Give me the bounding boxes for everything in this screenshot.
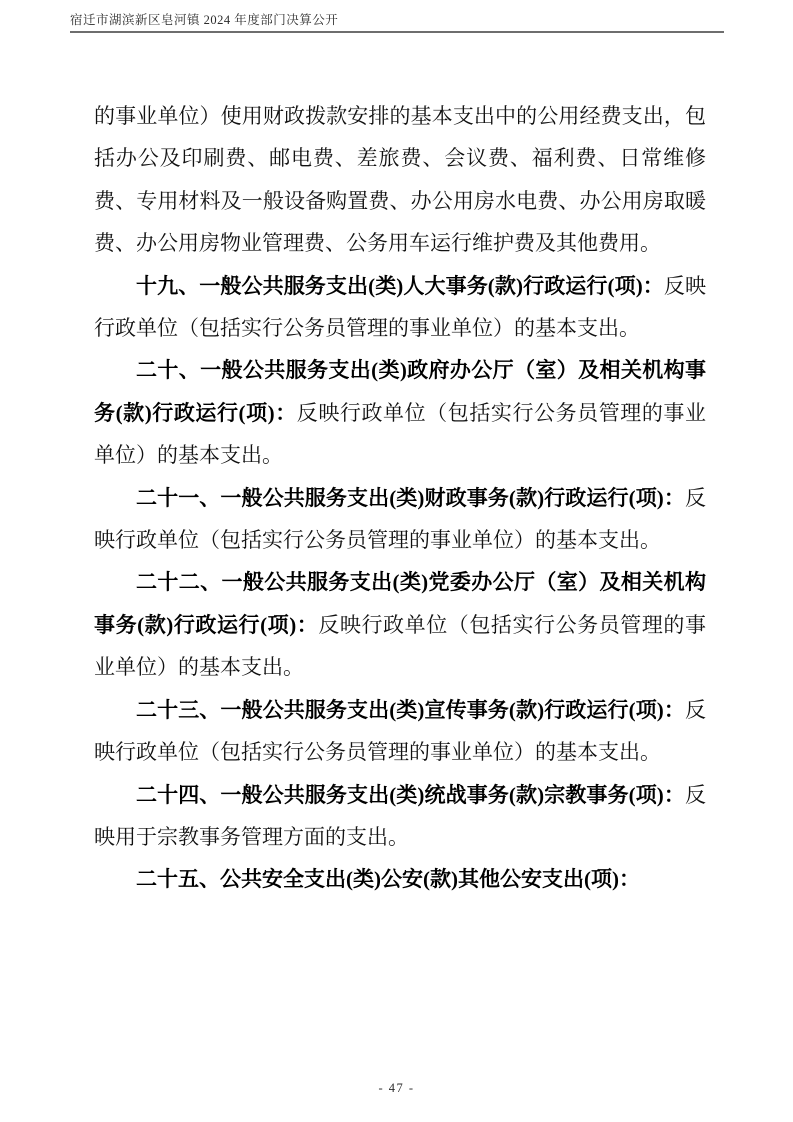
header-title: 宿迁市湖滨新区皂河镇 2024 年度部门决算公开: [70, 13, 339, 27]
paragraph-heading: 二十二、一般公共服务支出(类)党委办公厅（室）及相关机构事务(款)行政运行(项)：: [94, 570, 706, 637]
page-header: [70, 12, 724, 33]
paragraph-text: 反映行政单位（包括实行公务员管理的事业单位）的基本支出。: [94, 273, 706, 341]
paragraph-item-21: [94, 477, 706, 562]
paragraph-item-22: [94, 561, 706, 688]
paragraph-text: 反映行政单位（包括实行公务员管理的事业单位）的基本支出。: [94, 612, 706, 680]
paragraph-item-23: [94, 689, 706, 774]
paragraph-text: 反映行政单位（包括实行公务员管理的事业单位）的基本支出。: [94, 400, 706, 468]
footer-page-number: - 47 -: [378, 1081, 415, 1095]
paragraph-text: 反映行政单位（包括实行公务员管理的事业单位）的基本支出。: [94, 485, 706, 553]
paragraph-continuation: [94, 95, 706, 265]
document-body: [94, 95, 706, 901]
paragraph-item-20: [94, 349, 706, 476]
paragraph-text: 反映用于宗教事务管理方面的支出。: [94, 782, 706, 849]
paragraph-heading: 二十一、一般公共服务支出(类)财政事务(款)行政运行(项)：: [136, 485, 685, 510]
header-rule: [70, 31, 724, 33]
paragraph-heading: 二十三、一般公共服务支出(类)宣传事务(款)行政运行(项)：: [136, 697, 685, 722]
paragraph-heading: 二十、一般公共服务支出(类)政府办公厅（室）及相关机构事务(款)行政运行(项)：: [94, 358, 706, 425]
paragraph-heading: 二十四、一般公共服务支出(类)统战事务(款)宗教事务(项)：: [136, 782, 685, 807]
paragraph-item-24: [94, 774, 706, 859]
paragraph-item-19: [94, 265, 706, 350]
paragraph-heading: 二十五、公共安全支出(类)公安(款)其他公安支出(项)：: [136, 867, 640, 892]
paragraph-text: 的事业单位）使用财政拨款安排的基本支出中的公用经费支出，包括办公及印刷费、邮电费、差旅费、会议费、福利费、日常维修费、专用材料及一般设备购置费、办公用房水电费、办公用房取暖费、办公用房物业管理费、公务用车运行维护费及其他费用。: [94, 104, 706, 256]
paragraph-text: 反映行政单位（包括实行公务员管理的事业单位）的基本支出。: [94, 697, 706, 765]
paragraph-item-25: [94, 858, 706, 900]
paragraph-heading: 十九、一般公共服务支出(类)人大事务(款)行政运行(项)：: [136, 273, 664, 298]
